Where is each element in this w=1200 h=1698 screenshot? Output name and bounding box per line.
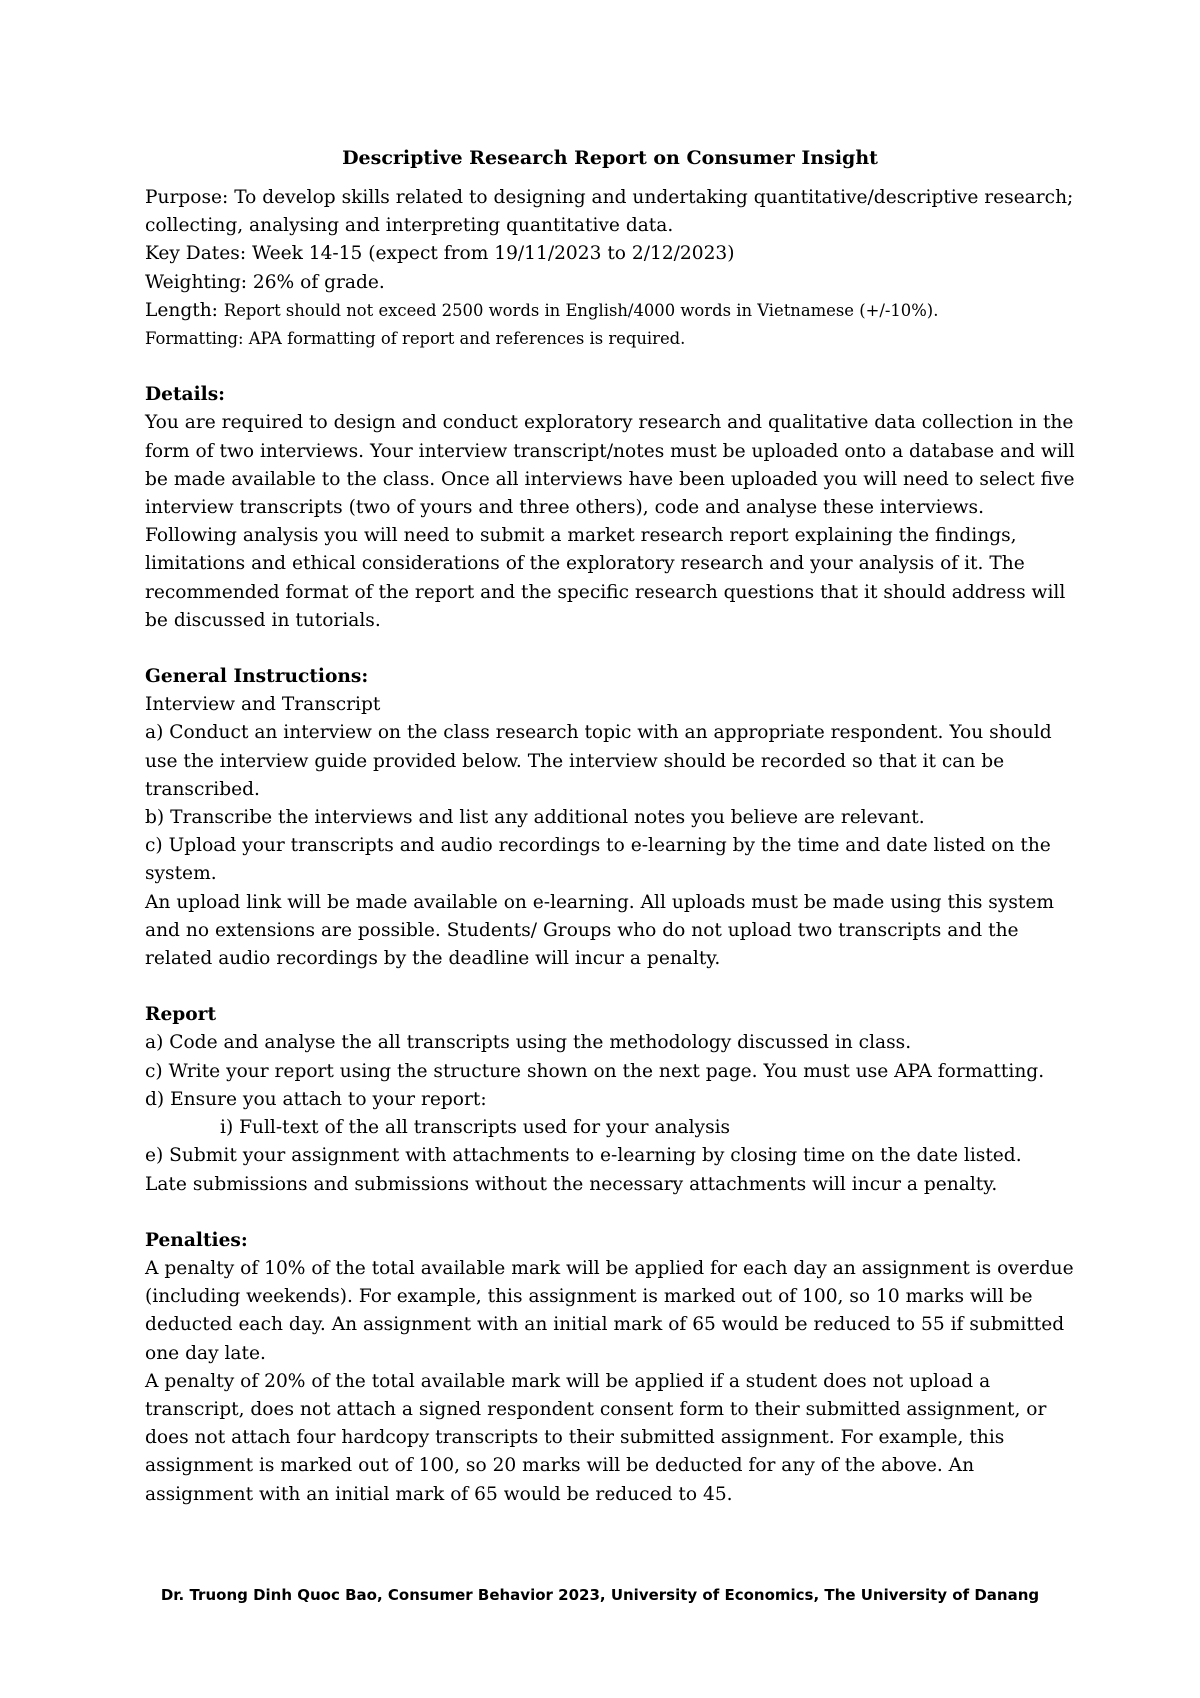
penalty-paragraph: A penalty of 20% of the total available mark will be applied if a student does not upload a transcript, does not attach a signed respondent consent form to their submitted assignment, or does not attach four hardcopy transcripts to their submitted assignment. For example, this assignment is marked out of 100, so 20 marks will be deducted for any of the above. An assignment with an initial mark of 65 would be reduced to 45.: [145, 1370, 1047, 1505]
spacer: [145, 973, 1075, 1001]
length-label: Length:: [145, 299, 224, 321]
penalty-paragraph: A penalty of 10% of the total available mark will be applied for each day an assignment is overdue (including weekends). For example, this assignment is marked out of 100, so 10 marks will be deducted each day. An assignment with an initial mark of 65 would be reduced to 55 if submitted one day late.: [145, 1257, 1074, 1364]
spacer: [145, 1199, 1075, 1227]
page-footer: Dr. Truong Dinh Quoc Bao, Consumer Behavior 2023, University of Economics, The University of Danang: [160, 1586, 1040, 1604]
purpose-line: Purpose: To develop skills related to designing and undertaking quantitative/descriptive research; collecting, analysing and interpreting quantitative data.: [145, 187, 1074, 237]
details-body: You are required to design and conduct exploratory research and qualitative data collection in the form of two interviews. Your interview transcript/notes must be uploaded onto a database and will be made available to the class. Once all interviews have been uploaded you will need to select five interview transcripts (two of yours and three others), code and analyse these interviews. Following analysis you will need to submit a market research report explaining the findings, limitations and ethical considerations of the exploratory research and your analysis of it. The recommended format of the report and the specific research questions that it should address will be discussed in tutorials.: [145, 412, 1075, 631]
interview-transcript-subheading: Interview and Transcript: [145, 694, 381, 716]
report-item: a) Code and analyse the all transcripts using the methodology discussed in class.: [145, 1032, 912, 1054]
penalties-heading: Penalties:: [145, 1229, 248, 1251]
report-item: Late submissions and submissions without the necessary attachments will incur a penalty.: [145, 1173, 998, 1195]
general-item: c) Upload your transcripts and audio recordings to e-learning by the time and date listed on the system.: [145, 835, 1051, 885]
spacer: [145, 353, 1075, 381]
report-item: e) Submit your assignment with attachments to e-learning by closing time on the date listed.: [145, 1145, 1022, 1167]
report-item: d) Ensure you attach to your report:: [145, 1088, 487, 1110]
details-heading: Details:: [145, 384, 226, 406]
length-line: [145, 297, 1075, 325]
document-body: [145, 144, 1075, 1509]
report-item: c) Write your report using the structure shown on the next page. You must use APA formatting.: [145, 1060, 1045, 1082]
formatting-line: Formatting: APA formatting of report and references is required.: [145, 329, 686, 349]
general-item: An upload link will be made available on e-learning. All uploads must be made using this system and no extensions are possible. Students/ Groups who do not upload two transcripts and the related audio recordings by the deadline will incur a penalty.: [145, 891, 1054, 970]
key-dates-line: Key Dates: Week 14-15 (expect from 19/11/2023 to 2/12/2023): [145, 243, 735, 265]
length-value: Report should not exceed 2500 words in English/4000 words in Vietnamese (+/-10%).: [223, 300, 939, 320]
document-title: Descriptive Research Report on Consumer Insight: [342, 147, 878, 169]
spacer: [145, 635, 1075, 663]
report-heading: Report: [145, 1004, 217, 1026]
general-item: b) Transcribe the interviews and list any additional notes you believe are relevant.: [145, 807, 925, 829]
general-instructions-heading: General Instructions:: [145, 666, 369, 688]
report-sub-item: i) Full-text of the all transcripts used for your analysis: [220, 1117, 731, 1139]
general-item: a) Conduct an interview on the class research topic with an appropriate respondent. You should use the interview guide provided below. The interview should be recorded so that it can be transcribed.: [145, 722, 1052, 800]
weighting-line: Weighting: 26% of grade.: [145, 271, 385, 293]
